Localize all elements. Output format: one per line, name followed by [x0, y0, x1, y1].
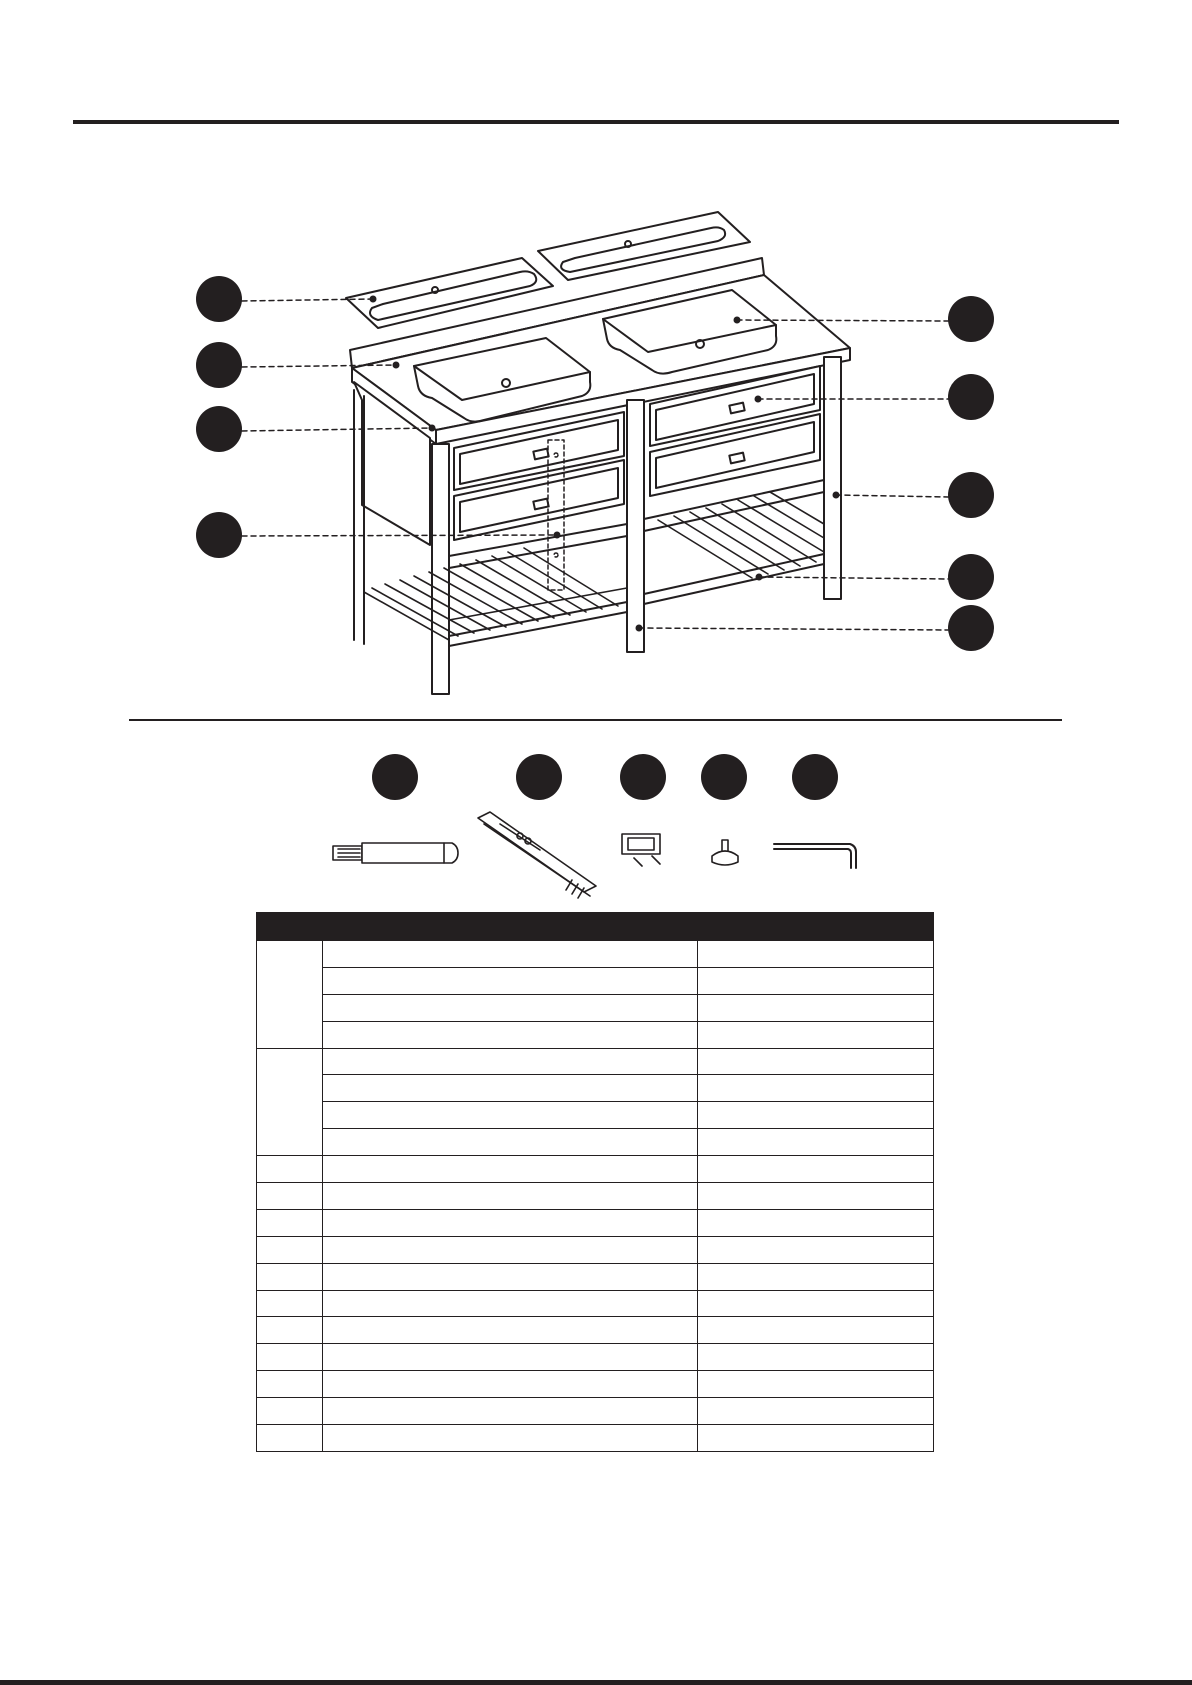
- description-cell: [322, 1398, 697, 1425]
- callout-drawer-pull: [620, 754, 666, 800]
- description-cell: [322, 1021, 697, 1048]
- description-cell: [322, 1102, 697, 1129]
- quantity-cell: [698, 1075, 934, 1102]
- table-row: [257, 1048, 934, 1075]
- table-row: [257, 941, 934, 968]
- callout-sink-template: [196, 276, 242, 322]
- quantity-cell: [698, 1209, 934, 1236]
- part-cell: [257, 1290, 323, 1317]
- description-cell: [322, 967, 697, 994]
- description-cell: [322, 1344, 697, 1371]
- quantity-cell: [698, 1290, 934, 1317]
- description-cell: [322, 941, 697, 968]
- callout-allen-wrench: [792, 754, 838, 800]
- quantity-cell: [698, 1425, 934, 1452]
- table-row: [257, 1371, 934, 1398]
- callout-backsplash: [196, 342, 242, 388]
- description-cell: [322, 1317, 697, 1344]
- callout-vessel-sink: [948, 296, 994, 342]
- anchor-bolt-drawing: [333, 843, 458, 863]
- quantity-cell: [698, 1102, 934, 1129]
- leveling-foot-drawing: [712, 840, 738, 865]
- table-header-row: [257, 913, 934, 941]
- quantity-cell: [698, 1156, 934, 1183]
- quantity-cell: [698, 941, 934, 968]
- header-description: [322, 913, 697, 941]
- callout-countertop: [196, 406, 242, 452]
- quantity-cell: [698, 967, 934, 994]
- part-cell: [257, 1371, 323, 1398]
- drawer-pull-drawing: [622, 834, 660, 866]
- quantity-cell: [698, 1263, 934, 1290]
- bottom-rule: [0, 1680, 1192, 1685]
- callout-drawer: [948, 374, 994, 420]
- description-cell: [322, 1425, 697, 1452]
- quantity-cell: [698, 1371, 934, 1398]
- table-row: [257, 1209, 934, 1236]
- part-cell: [257, 1183, 323, 1210]
- callout-drawer-slide: [516, 754, 562, 800]
- quantity-cell: [698, 1048, 934, 1075]
- part-cell: [257, 1398, 323, 1425]
- description-cell: [322, 1290, 697, 1317]
- table-row: [257, 1425, 934, 1452]
- header-quantity: [698, 913, 934, 941]
- callout-shelf: [948, 554, 994, 600]
- description-cell: [322, 1156, 697, 1183]
- table-row: [257, 1398, 934, 1425]
- part-cell: [257, 1209, 323, 1236]
- table-row: [257, 1129, 934, 1156]
- table-row: [257, 1236, 934, 1263]
- table-row: [257, 1344, 934, 1371]
- part-cell: [257, 1048, 323, 1156]
- callout-wall-bracket: [196, 512, 242, 558]
- callout-leveling-foot: [701, 754, 747, 800]
- quantity-cell: [698, 1129, 934, 1156]
- callout-side-leg: [948, 472, 994, 518]
- allen-wrench-drawing: [774, 844, 856, 868]
- quantity-cell: [698, 1183, 934, 1210]
- header-part: [257, 913, 323, 941]
- description-cell: [322, 1183, 697, 1210]
- part-cell: [257, 1263, 323, 1290]
- table-row: [257, 967, 934, 994]
- callout-center-leg: [948, 605, 994, 651]
- part-cell: [257, 1425, 323, 1452]
- part-cell: [257, 1317, 323, 1344]
- table-row: [257, 1183, 934, 1210]
- table-row: [257, 1102, 934, 1129]
- drawer-slide-drawing: [478, 812, 596, 898]
- description-cell: [322, 1048, 697, 1075]
- quantity-cell: [698, 1344, 934, 1371]
- part-cell: [257, 1156, 323, 1183]
- table-row: [257, 1317, 934, 1344]
- description-cell: [322, 1209, 697, 1236]
- table-row: [257, 1156, 934, 1183]
- part-cell: [257, 1236, 323, 1263]
- description-cell: [322, 1236, 697, 1263]
- section-divider: [129, 719, 1062, 721]
- quantity-cell: [698, 1021, 934, 1048]
- table-row: [257, 1021, 934, 1048]
- table-row: [257, 1290, 934, 1317]
- description-cell: [322, 1075, 697, 1102]
- quantity-cell: [698, 1317, 934, 1344]
- table-row: [257, 994, 934, 1021]
- quantity-cell: [698, 994, 934, 1021]
- parts-table: [256, 912, 934, 1452]
- quantity-cell: [698, 1398, 934, 1425]
- table-row: [257, 1263, 934, 1290]
- table-row: [257, 1075, 934, 1102]
- description-cell: [322, 1129, 697, 1156]
- description-cell: [322, 1263, 697, 1290]
- part-cell: [257, 941, 323, 1049]
- callout-anchor-bolt: [372, 754, 418, 800]
- description-cell: [322, 1371, 697, 1398]
- description-cell: [322, 994, 697, 1021]
- quantity-cell: [698, 1236, 934, 1263]
- part-cell: [257, 1344, 323, 1371]
